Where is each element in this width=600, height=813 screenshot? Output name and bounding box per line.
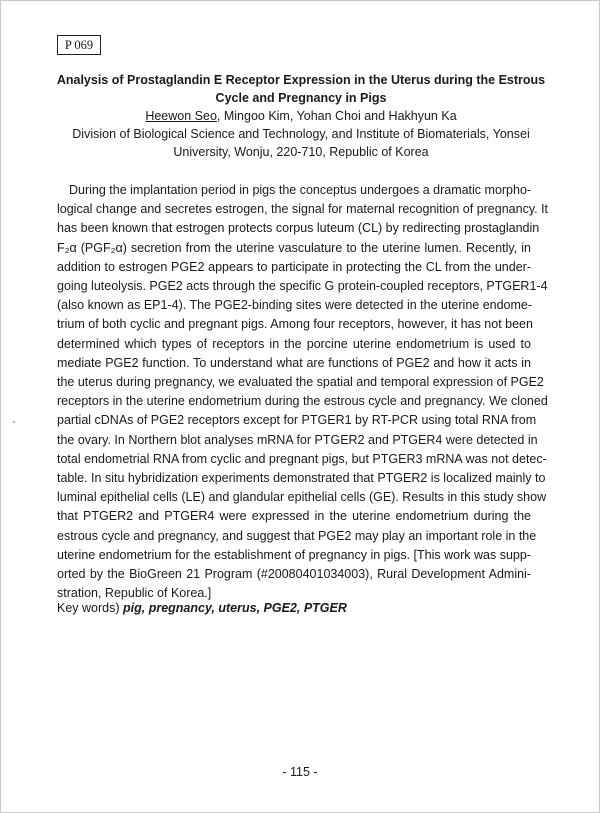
affiliation-line-2: University, Wonju, 220-710, Republic of Korea (173, 145, 429, 159)
paper-title: Analysis of Prostaglandin E Receptor Expression in the Uterus during the Estrous Cycle and Pregnancy in Pigs (56, 73, 546, 105)
keywords-terms: pig, pregnancy, uterus, PGE2, PTGER (123, 601, 347, 615)
abstract-line: the ovary. In Northern blot analyses mRNA for PTGER2 and PTGER4 were detected in (57, 432, 538, 447)
co-authors: , Mingoo Kim, Yohan Choi and Hakhyun Ka (216, 109, 457, 123)
page-number: - 115 - (282, 765, 318, 779)
abstract-line: (also known as EP1-4). The PGE2-binding sites were detected in the uterine endome- (57, 298, 533, 313)
abstract-line: uterine endometrium for the establishment of pregnancy in pigs. [This work was supp- (57, 547, 531, 562)
abstract-line: total endometrial RNA from cyclic and pregnant pigs, but PTGER3 mRNA was not detec- (57, 451, 547, 466)
abstract-line: mediate PGE2 function. To understand what are functions of PGE2 and how it acts in (57, 355, 531, 370)
keywords (57, 599, 347, 617)
abstract-line: luminal epithelial cells (LE) and glandular epithelial cells (GE). Results in this study show (57, 490, 547, 505)
keywords-label: Key words) (57, 601, 123, 615)
abstract-line: stration, Republic of Korea.] (57, 586, 212, 601)
margin-speck (13, 421, 15, 423)
abstract-line: orted by the BioGreen 21 Program (#20080401034003), Rural Development Admini- (57, 567, 531, 582)
abstract-line: partial cDNAs of PGE2 receptors except for PTGER1 by RT-PCR using total RNA from (57, 413, 537, 428)
abstract-line: determined which types of receptors in the porcine uterine endometrium is used to (57, 336, 531, 351)
abstract-line: that PTGER2 and PTGER4 were expressed in the uterine endometrium during the (57, 509, 531, 524)
poster-id-box: P 069 (57, 35, 101, 55)
abstract-line: has been known that estrogen protects corpus luteum (CL) by redirecting prostaglandin (57, 221, 540, 236)
abstract-line: F₂α (PGF₂α) secretion from the uterine vasculature to the uterine lumen. Recently, in (57, 240, 531, 255)
abstract-line: going luteolysis. PGE2 acts through the specific G protein-coupled receptors, PTGER1-4 (57, 279, 548, 294)
affiliation-line-1: Division of Biological Science and Technology, and Institute of Biomaterials, Yonsei (72, 127, 530, 141)
affiliation (53, 125, 549, 161)
abstract-line: addition to estrogen PGE2 appears to participate in protecting the CL from the under- (57, 259, 531, 274)
abstract-line: table. In situ hybridization experiments demonstrated that PTGER2 is localized mainly to (57, 471, 546, 486)
abstract-line: logical change and secretes estrogen, the signal for maternal recognition of pregnancy. It (57, 202, 549, 217)
abstract-body (57, 181, 549, 603)
presenting-author: Heewon Seo (145, 109, 217, 123)
abstract-line: estrous cycle and pregnancy, and suggest that PGE2 may play an important role in the (57, 528, 537, 543)
author-list (53, 107, 549, 125)
abstract-line: the uterus during pregnancy, we evaluated the spatial and temporal expression of PGE2 (57, 375, 544, 390)
abstract-line: receptors in the uterine endometrium during the estrous cycle and pregnancy. We cloned (57, 394, 548, 409)
abstract-line: During the implantation period in pigs the conceptus undergoes a dramatic morpho- (69, 183, 532, 197)
abstract-line: trium of both cyclic and pregnant pigs. Among four receptors, however, it has not been (57, 317, 533, 332)
